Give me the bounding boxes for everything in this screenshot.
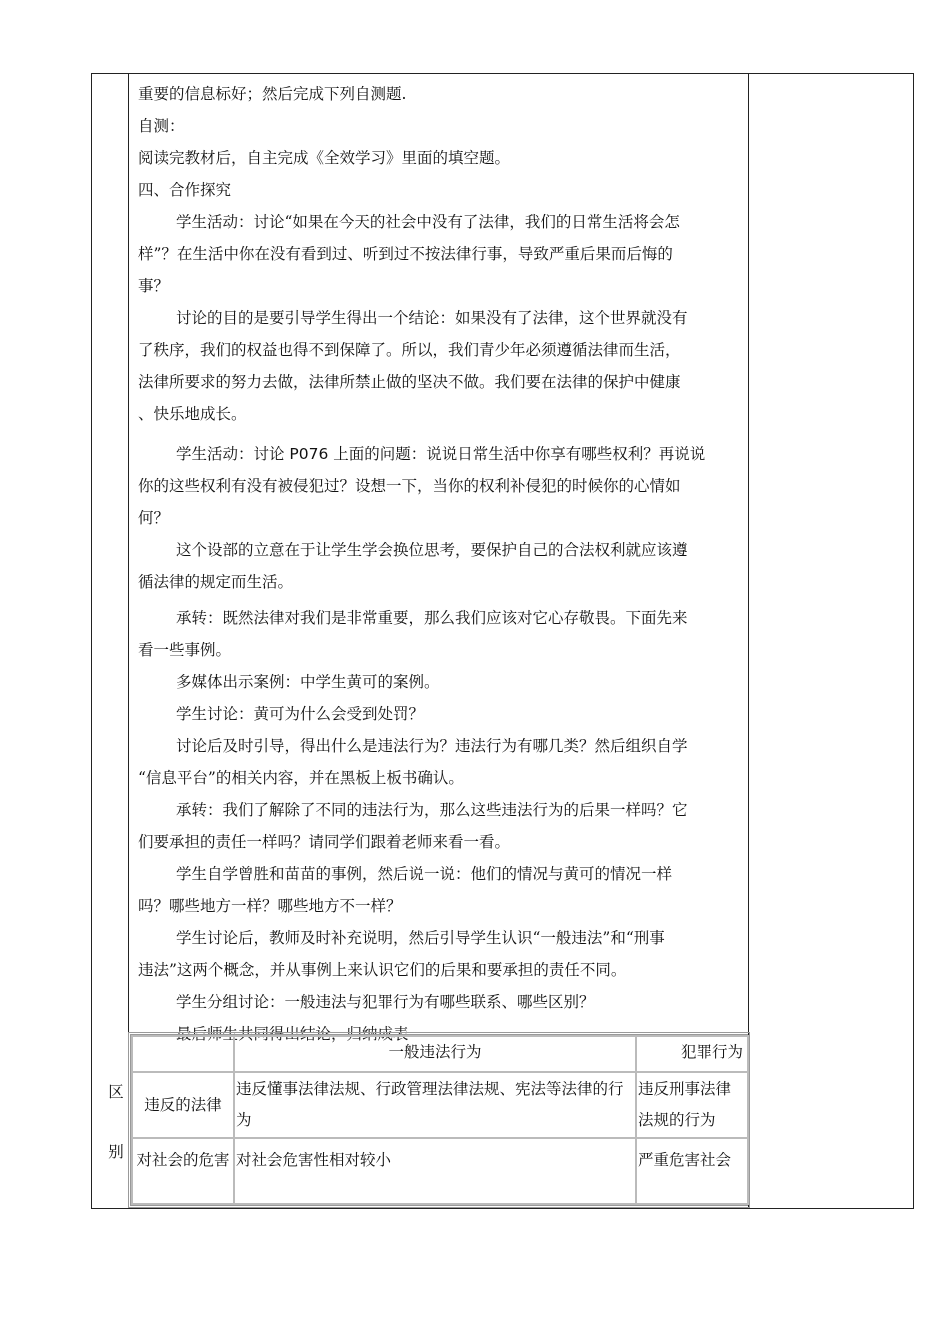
text-line: 样”？在生活中你在没有看到过、听到过不按法律行事，导致严重后果而后悔的 [138,245,673,263]
text-line: 承转：既然法律对我们是非常重要，那么我们应该对它心存敬畏。下面先来 [176,609,688,627]
text-line: 重要的信息标好；然后完成下列自测题. [138,85,407,103]
text-line: 法律所要求的努力去做，法律所禁止做的坚决不做。我们要在法律的保护中健康 [138,373,681,391]
text-line: “信息平台”的相关内容，并在黑板上板书确认。 [138,769,464,787]
text-line: 何？ [138,509,170,527]
text-line: 讨论的目的是要引导学生得出一个结论：如果没有了法律，这个世界就没有 [176,309,688,327]
text-line: 学生自学曾胜和苗苗的事例，然后说一说：他们的情况与黄可的情况一样 [176,865,673,883]
text-line: 学生分组讨论：一般违法与犯罪行为有哪些联系、哪些区别？ [176,993,595,1011]
table-header-cell [132,1036,234,1072]
text-line: 最后师生共同得出结论，归纳成表 [176,1025,409,1043]
side-label-bottom: 别 [108,1143,124,1161]
text-line: 承转：我们了解除了不同的违法行为，那么这些违法行为的后果一样吗？它 [176,801,688,819]
table-row [132,1138,748,1204]
table-cell: 违反刑事法律法规的行为 [636,1072,748,1138]
text-line: 阅读完教材后，自主完成《全效学习》里面的填空题。 [138,149,511,167]
table-row-label: 违反的法律 [132,1072,234,1138]
text-line: 事？ [138,277,170,295]
text-line: 讨论后及时引导，得出什么是违法行为？违法行为有哪几类？然后组织自学 [176,737,688,755]
text-line: 看一些事例。 [138,641,232,659]
text-line: 这个设部的立意在于让学生学会换位思考，要保护自己的合法权利就应该遵 [176,541,688,559]
text-line: 自测： [138,117,185,135]
section-heading: 四、合作探究 [138,181,232,199]
table-header-cell: 犯罪行为 [636,1036,748,1072]
text-line: 学生活动：讨论“如果在今天的社会中没有了法律，我们的日常生活将会怎 [176,213,680,231]
table-row-label: 对社会的危害 [132,1138,234,1204]
table-cell: 对社会危害性相对较小 [234,1138,636,1204]
text-line: 学生讨论后，教师及时补充说明，然后引导学生认识“一般违法”和“刑事 [176,929,665,947]
table-header-cell: 一般违法行为 [234,1036,636,1072]
table-header-row [132,1036,748,1072]
text-line: 、快乐地成长。 [138,405,247,423]
text-line: 学生活动：讨论 P076 上面的问题：说说日常生活中你享有哪些权利？再说说 [176,445,706,463]
text-line: 了秩序，我们的权益也得不到保障了。所以，我们青少年必须遵循法律而生活， [138,341,681,359]
table-row [132,1072,748,1138]
lesson-content [138,78,738,1050]
text-line: 吗？哪些地方一样？哪些地方不一样？ [138,897,402,915]
side-label-top: 区 [108,1083,124,1101]
text-line: 学生讨论：黄可为什么会受到处罚？ [176,705,425,723]
table-cell: 违反懂事法律法规、行政管理法律法规、宪法等法律的行为 [234,1072,636,1138]
text-line: 违法”这两个概念，并从事例上来认识它们的后果和要承担的责任不同。 [138,961,627,979]
comparison-table [128,1032,750,1208]
text-line: 循法律的规定而生活。 [138,573,294,591]
text-line: 多媒体出示案例：中学生黄可的案例。 [176,673,440,691]
text-line: 们要承担的责任一样吗？请同学们跟着老师来看一看。 [138,833,511,851]
table-cell: 严重危害社会 [636,1138,748,1204]
text-line: 你的这些权利有没有被侵犯过？设想一下，当你的权利补侵犯的时候你的心情如 [138,477,681,495]
